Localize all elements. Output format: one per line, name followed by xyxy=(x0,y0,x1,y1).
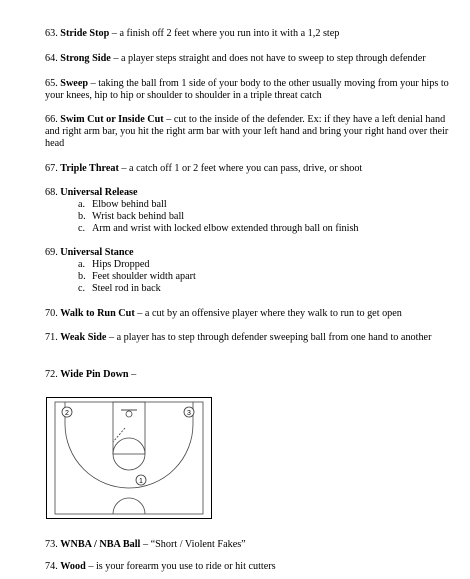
glossary-entry-66 xyxy=(45,114,450,151)
entry-number: 66. xyxy=(45,114,58,125)
glossary-entry-73 xyxy=(45,539,450,551)
entry-term: Universal Release xyxy=(60,187,138,198)
entry-term: Wood xyxy=(60,561,86,572)
hoop xyxy=(126,411,132,417)
list-item: b. Wrist back behind ball xyxy=(78,211,185,222)
player-2-label: 2 xyxy=(65,410,69,417)
glossary-entry-63 xyxy=(45,28,450,40)
player-1-label: 1 xyxy=(139,478,143,485)
entry-definition: – a finish off 2 feet where you run into it with a 1,2 step xyxy=(109,28,340,39)
court-diagram xyxy=(46,397,212,519)
entry-number: 63. xyxy=(45,28,58,39)
entry-number: 67. xyxy=(45,163,58,174)
list-item: c. Steel rod in back xyxy=(78,283,161,294)
entry-term: Strong Side xyxy=(60,53,111,64)
entry-number: 70. xyxy=(45,308,58,319)
glossary-entry-71 xyxy=(45,332,450,344)
entry-definition: – “Short / Violent Fakes” xyxy=(140,539,246,550)
glossary-entry-70 xyxy=(45,308,450,320)
entry-definition: – a cut by an offensive player where they walk to run to get open xyxy=(134,308,402,319)
entry-definition: – is your forearm you use to ride or hit cutters xyxy=(85,561,276,572)
three-point-line xyxy=(65,402,193,488)
entry-term: Walk to Run Cut xyxy=(60,308,135,319)
entry-definition: – a player has to step through defender sweeping ball from one hand to another xyxy=(106,332,432,343)
entry-number: 64. xyxy=(45,53,58,64)
entry-definition: – a catch off 1 or 2 feet where you can pass, drive, or shoot xyxy=(118,163,363,174)
movement-line xyxy=(113,428,125,442)
entry-definition: – xyxy=(128,369,137,380)
entry-term: Wide Pin Down xyxy=(60,369,129,380)
entry-term: WNBA / NBA Ball xyxy=(60,539,141,550)
court-boundary xyxy=(55,402,203,514)
entry-number: 69. xyxy=(45,247,58,258)
glossary-entry-69 xyxy=(45,247,450,259)
entry-number: 65. xyxy=(45,78,58,89)
entry-number: 72. xyxy=(45,369,58,380)
half-court-svg xyxy=(47,398,211,518)
entry-number: 71. xyxy=(45,332,58,343)
glossary-entry-65 xyxy=(45,78,450,102)
center-circle xyxy=(113,498,145,514)
list-item: a. Hips Dropped xyxy=(78,259,150,270)
glossary-entry-74 xyxy=(45,561,450,573)
glossary-entry-64 xyxy=(45,53,450,65)
glossary-entry-72 xyxy=(45,369,450,381)
glossary-entry-67 xyxy=(45,163,450,175)
entry-definition: – taking the ball from 1 side of your body to the other usually moving from your hips to your knees, hip to hip or shoulder to shoulder in a triple threat catch xyxy=(45,78,449,102)
entry-term: Weak Side xyxy=(60,332,107,343)
entry-term: Swim Cut or Inside Cut xyxy=(60,114,164,125)
entry-definition: – cut to the inside of the defender. Ex: if they have a left denial hand and right arm bar, you hit the right arm bar with your left hand and bring your right hand over their head xyxy=(45,114,449,150)
player-3-label: 3 xyxy=(187,410,191,417)
entry-number: 68. xyxy=(45,187,58,198)
list-item: a. Elbow behind ball xyxy=(78,199,167,210)
glossary-entry-68 xyxy=(45,187,450,199)
entry-term: Sweep xyxy=(60,78,89,89)
entry-term: Universal Stance xyxy=(60,247,134,258)
list-item: b. Feet shoulder width apart xyxy=(78,271,196,282)
entry-term: Triple Threat xyxy=(60,163,119,174)
entry-number: 73. xyxy=(45,539,58,550)
entry-definition: – a player steps straight and does not have to sweep to step through defender xyxy=(110,53,426,64)
entry-number: 74. xyxy=(45,561,58,572)
entry-term: Stride Stop xyxy=(60,28,110,39)
list-item: c. Arm and wrist with locked elbow extended through ball on finish xyxy=(78,223,359,234)
